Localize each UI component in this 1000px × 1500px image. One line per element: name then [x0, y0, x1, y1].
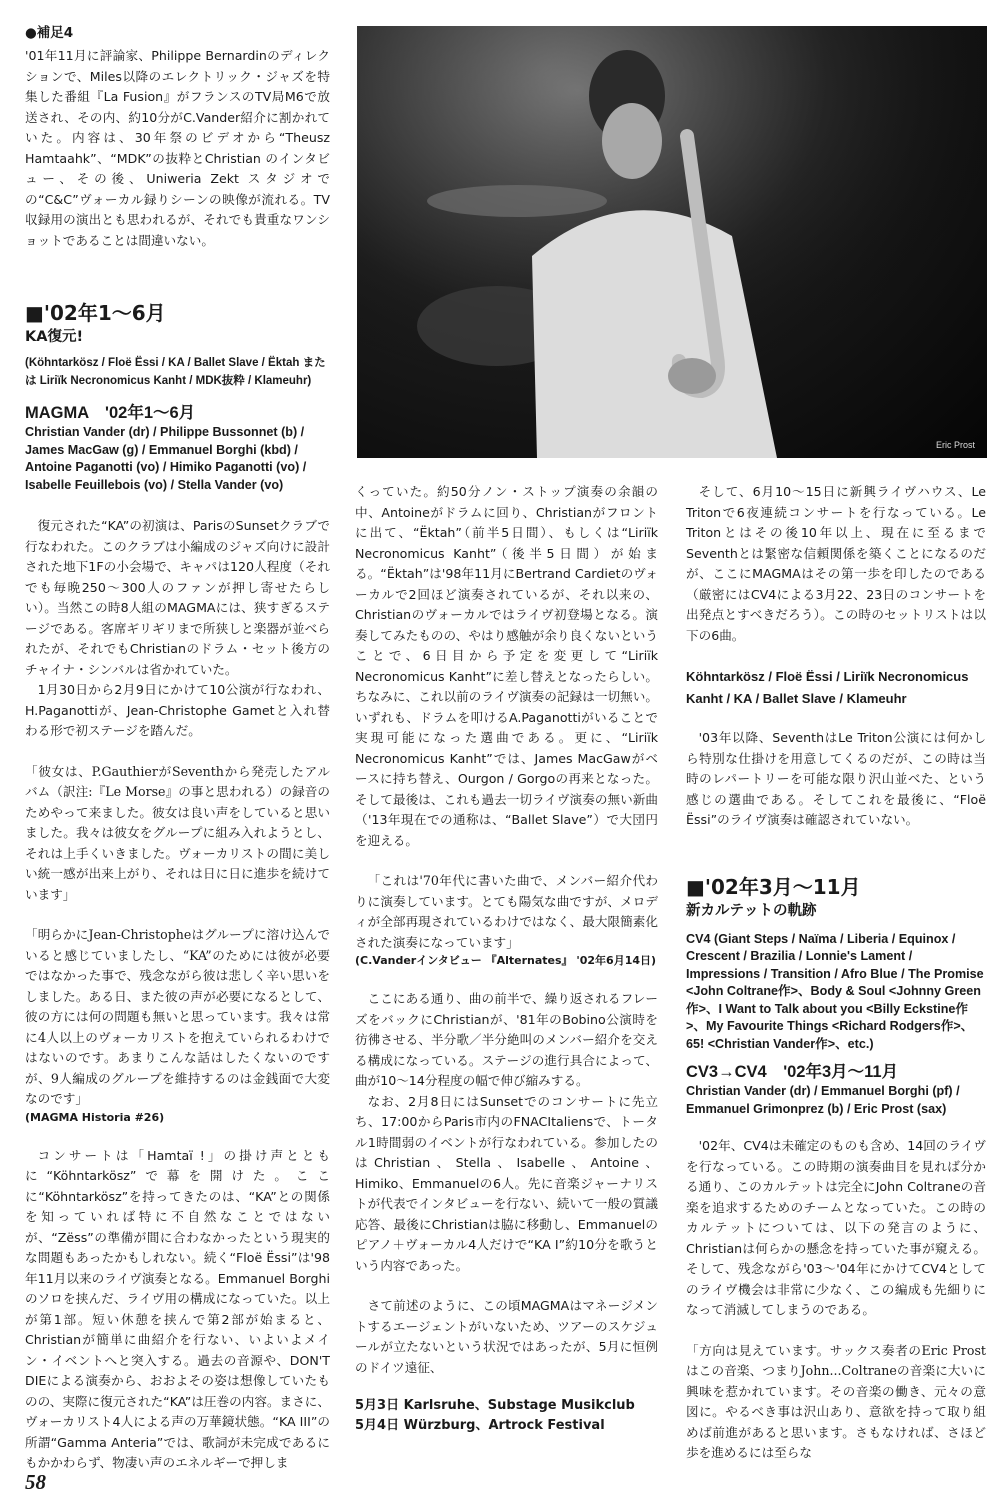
- quote-source: (C.Vanderインタビュー 『Alternates』 '02年6月14日): [355, 954, 657, 967]
- paragraph: 復元された“KA”の初演は、ParisのSunsetクラブで行なわれた。このクラブは小編成のジャズ向けに設計された地下1Fの小会場で、キャパは120人程度（それでも毎晩250〜300人のファンが押し寄せたらしい）。当然この時8人組のMAGMAには、狭すぎるステージである。客席ギリギリまで所狭しと楽器が並べられたが、それでもChristianのドラム・セット後方のチャイナ・シンバルは省かれていた。: [25, 518, 330, 677]
- saxophone-bell: [668, 358, 716, 394]
- lineup-title: CV3→CV4 '02年3月〜11月: [686, 1063, 899, 1081]
- column-middle: [355, 482, 658, 1436]
- quote: 「明らかにJean-Christopheはグループに溶け込んでいると感じていましたし、“KA”のためには彼が必要ではなかった事で、残念ながら彼は悲しく辛い思いをしました。ある日、また彼の声が必要になるとして、彼の方には何の問題も無いと思っています。我々は常に4人以上のヴォーカリストを抱えていられるわけではないのです。あまりこんな話はしたくないのですが、9人編成のグループを維持するのは金銭面で大変なのです」: [25, 927, 330, 1106]
- supplement-body: '01年11月に評論家、Philippe Bernardinのディレクションで、Miles以降のエレクトリック・ジャズを特集した番組『La Fusion』がフランスのTV局M6で放送され、その内、約10分がC.Vander紹介に割かれていた。内容は、30年祭のビデオから“Theusz Hamtaahk”、“MDK”の抜粋とChristian のインタビュー、その後、Uniweria Zekt スタジオでの“C&C”ヴォーカル録りシーンの映像が流れる。TV収録用の演出とも思われるが、それでも貴重なワンショットであることは間違いない。: [25, 48, 330, 248]
- paragraph: さて前述のように、この頃MAGMAはマネージメントするエージェントがいないため、ツアーのスケジュールが立たないという状況ではあったが、5月に恒例のドイツ遠征、: [355, 1298, 658, 1375]
- venue-line: 5月3日 Karlsruhe、Substage Musikclub: [355, 1398, 635, 1413]
- lineup: Christian Vander (dr) / Emmanuel Borghi (pf) / Emmanuel Grimonprez (b) / Eric Prost (sax): [686, 1084, 960, 1116]
- paragraph: くっていた。約50分ノン・ストップ演奏の余韻の中、Antoineがドラムに回り、Christianがフロントに出て、“Ëktah”（前半5日間）、もしくは“Liriïk Necronomicus Kanht”（後半5日間）が始まる。“Ëktah”は'98年11月にBertrand Cardietのヴォーカルで2回ほど演奏されているが、それ以来の、Christianのヴォーカルではライヴ初登場となる。演奏してみたものの、やはり感触が余り良くないということで、6日目から予定を変更して“Liriïk Necronomicus Kanht”に差し替えとなったらしい。ちなみに、これ以前のライヴ演奏の記録は一切無い。いずれも、ドラムを叩けるA.Paganottiがいることで実現可能になった選曲である。更に、“Liriïk Necronomicus Kanht”では、James MacGawがベースに持ち替え、Ourgon / Gorgoの再来となった。そして最後は、これも過去一切ライヴ演奏の無い新曲（'13年現在での通称は、“Ballet Slave”）で大団円を迎える。: [355, 484, 658, 848]
- setlist: (Köhntarkösz / Floë Ëssi / KA / Ballet Slave / Ëktah または Liriïk Necronomicus Kanht / MDK抜粋 / Klameuhr): [25, 357, 326, 387]
- paragraph: コンサートは「Hamtaï !」の掛け声とともに“Köhntarkösz”で幕を開けた。ここに“Köhntarkösz”を持ってきたのは、“KA”との関係を知っていれば特に不自然なことではないが、“Zëss”の準備が間に合わなかったという現実的な問題もあったかもしれない。続く“Floë Ëssi”は'98年11月以来のライヴ演奏となる。Emmanuel Borghiのソロを挟んだ、ライヴ用の構成になっていた。以上が第1部。短い休憩を挟んで第2部が始まると、Christianが簡単に曲紹介を行ない、いよいよメイン・イベントへと突入する。過去の音源や、DON'T DIEによる演奏から、おおよその姿は想像していたものの、実際に復元された“KA”は圧巻の内容。まさに、ヴォーカリスト4人による声の万華鏡状態。“KA III”の所謂“Gamma Anteria”では、歌詞が未完成であるにもかかわらず、物凄い声のエネルギーで押しま: [25, 1147, 330, 1470]
- setlist: Köhntarkösz / Floë Ëssi / Liriïk Necronomicus Kanht / KA / Ballet Slave / Klameuhr: [686, 669, 969, 706]
- cv4-repertoire: CV4 (Giant Steps / Naïma / Liberia / Equinox / Crescent / Brazilia / Lonnie's Lament / Impressions / Transition / Afro Blue / The Promise <John Coltrane作>、Body & Soul <Johnny Green作>、I Want to Talk about you <Billy Eckstine作>、My Favourite Things <Richard Rodgers作>、65! <Christian Vander作>、etc.): [686, 931, 984, 1051]
- quote: 「これは'70年代に書いた曲で、メンバー紹介代わりに演奏しています。とても陽気な曲ですが、メロディが全部再現されているわけではなく、最大限簡素化された演奏になっています」: [355, 873, 658, 950]
- quote: 「方向は見えています。サックス奏者のEric Prostはこの音楽、つまりJohn...Coltraneの音楽に大いに興味を惹かれています。その音楽の働き、元々の意図に。やるべき事は沢山あり、意欲を持って取り組めば前進があると思います。さもなければ、さほど歩を進めるには至らな: [686, 1342, 986, 1460]
- venue-line: 5月4日 Würzburg、Artrock Festival: [355, 1418, 605, 1433]
- paragraph: そして、6月10〜15日に新興ライヴハウス、Le Tritonで6夜連続コンサートを行なっている。Le Tritonとはその後10年以上、現在に至るまでSeventhとは緊密な信頼関係を築くことになるのだが、ここにMAGMAはその第一歩を印したのである（厳密にはCV4による3月22、23日のコンサートを出発点とすべきだろう）。この時のセットリストは以下の6曲。: [686, 484, 986, 643]
- quote-source: (MAGMA Historia #26): [25, 1110, 165, 1124]
- paragraph: ここにある通り、曲の前半で、繰り返されるフレーズをバックにChristianが、'81年のBobino公演時を彷彿させる、半分歌／半分絶叫のメンバー紹介を交える構成になっている。ステージの進行具合によって、曲が10〜14分程度の幅で伸び縮みする。: [355, 991, 658, 1088]
- page-number: 58: [25, 1470, 46, 1494]
- quote: 「彼女は、P.GauthierがSeventhから発売したアルバム（訳注:『Le Morse』の事と思われる）の録音のためやって来ました。彼女は良い声をしていると思いました。我々は彼女をグループに組み入れようとし、それは上手くいきました。ヴォーカリストの間に美しい統一感が出来上がり、それは日に日に進歩を続けています」: [25, 763, 331, 902]
- section-subtitle: 新カルテットの軌跡: [686, 902, 817, 919]
- paragraph: '02年、CV4は未確定のものも含め、14回のライヴを行なっている。この時期の演奏曲目を見れば分かる通り、このカルテットは完全にJohn Coltraneの音楽を追求するためのチームとなっていた。この時のカルテットについては、以下の発言のように、Christianは何らかの懸念を持っていた事が窺える。そして、残念ながら'03〜'04年にかけてCV4としてのライヴ機会は非常に少なく、この編成も先細りになって消滅してしまうのである。: [686, 1138, 986, 1317]
- paragraph: なお、2月8日にはSunsetでのコンサートに先立ち、17:00からParis市内のFNACItaliensで、トータル1時間弱のイベントが行なわれている。参加したのはChristian、Stella、Isabelle、Antoine、Himiko、Emmanuelの6人。先に音楽ジャーナリストが代表でインタビューを行ない、続いて一般の質議応答、最後にChristianは脇に移動し、Emmanuelのピアノ＋ヴォーカル4人だけで“KA I”約10分を歌うという内容であった。: [355, 1093, 658, 1273]
- photo-credit: Eric Prost: [935, 440, 975, 450]
- section-subtitle: KA復元!: [25, 329, 84, 345]
- column-right: [686, 482, 986, 1464]
- cymbal-shape: [427, 185, 607, 217]
- paragraph: 1月30日から2月9日にかけて10公演が行なわれ、H.Paganottiが、Jean-Christophe Gametと入れ替わる形で初ステージを踏んだ。: [25, 682, 330, 738]
- section-title-jan-jun: ■'02年1〜6月: [25, 301, 166, 325]
- supplement-heading: ●補足4: [25, 25, 74, 41]
- lineup-title: MAGMA '02年1〜6月: [25, 404, 196, 422]
- lineup: Christian Vander (dr) / Philippe Bussonnet (b) / James MacGaw (g) / Emmanuel Borghi (kbd) / Antoine Paganotti (vo) / Himiko Paganotti (vo) / Isabelle Feuillebois (vo) / Stella Vander (vo): [25, 425, 307, 492]
- paragraph: '03年以降、SeventhはLe Triton公演には何かしら特別な仕掛けを用意してくるのだが、この時は当時のレパートリーを可能な限り沢山並べた、という感じの選曲である。そしてこれを最後に、“Floë Ëssi”のライヴ演奏は確認されていない。: [686, 730, 986, 827]
- concert-photo-illustration: [357, 26, 987, 458]
- saxophonist-photo: [357, 26, 987, 458]
- section-title-mar-nov: ■'02年3月〜11月: [686, 874, 861, 899]
- musician-face: [602, 103, 662, 179]
- column-left: [25, 0, 330, 1474]
